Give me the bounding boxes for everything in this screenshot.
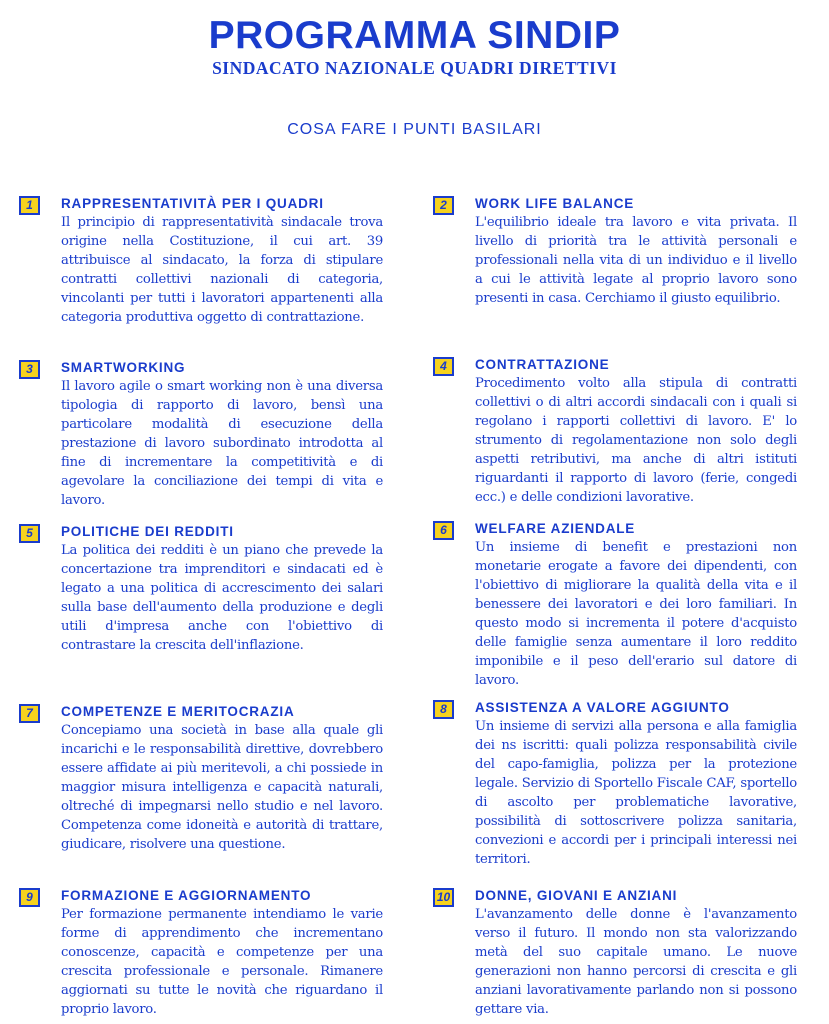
list-item (26, 703, 383, 854)
page-subtitle: SINDACATO NAZIONALE QUADRI DIRETTIVI (212, 58, 617, 78)
item-body: La politica dei redditi è un piano che prevede la concertazione tra imprenditori e sindacati ed è legato a una politica di accrescimento dei salari sulla base dell'aumento della produzione e degli utili d'impresa anche con l'obiettivo di contrastare la crescita dell'inflazione. (61, 543, 383, 653)
list-item (26, 359, 383, 510)
item-body: Per formazione permanente intendiamo le varie forme di apprendimento che incrementano conoscenze, capacità e competenze per una crescita professionale e personale. Rimanere aggiornati su tutte le novità che riguardano il proprio lavoro. (61, 907, 383, 1017)
list-item (26, 523, 383, 655)
number-badge: 8 (433, 700, 454, 719)
item-title: FORMAZIONE E AGGIORNAMENTO (61, 888, 312, 903)
list-item (436, 887, 797, 1019)
number-badge: 1 (19, 196, 40, 215)
number-badge: 7 (19, 704, 40, 723)
number-badge: 5 (19, 524, 40, 543)
item-title: RAPPRESENTATIVITÀ PER I QUADRI (61, 196, 324, 211)
item-title: WORK LIFE BALANCE (475, 196, 635, 211)
page-title: PROGRAMMA SINDIP (208, 14, 621, 57)
item-body: Il principio di rappresentatività sindacale trova origine nella Costituzione, il cui art. 39 attribuisce al sindacato, la forza di stipulare contratti collettivi nazionali di categoria, vincolanti per tutti i lavoratori appartenenti alla categoria produttiva oggetto di contrattazione. (61, 215, 383, 325)
item-title: WELFARE AZIENDALE (475, 521, 636, 536)
list-item (440, 520, 797, 690)
number-badge: 4 (433, 357, 454, 376)
list-item (26, 195, 383, 327)
list-item (440, 356, 797, 507)
item-body: Procedimento volto alla stipula di contratti collettivi o di altri accordi sindacali con i quali si regolano i rapporti collettivi di lavoro. E' lo strumento di regolamentazione non solo degli aspetti retributivi, ma anche di altri istituti riguardanti il rapporto di lavoro (ferie, congedi ecc.) e delle condizioni lavorative. (475, 376, 797, 505)
number-badge: 10 (433, 888, 454, 907)
item-body: Un insieme di servizi alla persona e alla famiglia dei ns iscritti: quali polizza responsabilità civile del capo-famiglia, polizza per la protezione legale. Servizio di Sportello Fiscale CAF, sportello di ascolto per problematiche lavorative, possibilità di sottoscrivere polizza sanitaria, convezioni e accordi per i principali interessi nei territori. (475, 719, 797, 867)
item-title: SMARTWORKING (61, 360, 186, 375)
number-badge: 2 (433, 196, 454, 215)
list-item (440, 195, 797, 308)
number-badge: 9 (19, 888, 40, 907)
item-body: L'equilibrio ideale tra lavoro e vita privata. Il livello di priorità tra le attività personali e professionali nella vita di un individuo e il livello a cui le attività legate al proprio lavoro sono presenti in casa. Cerchiamo il giusto equilibrio. (475, 215, 797, 306)
number-badge: 6 (433, 521, 454, 540)
item-body: Concepiamo una società in base alla quale gli incarichi e le responsabilità direttive, dovrebbero essere affidate ai più meritevoli, a chi possiede in maggior misura intelligenza e capacità naturali, oltreché di impegnarsi nello studio e nel lavoro. Competenza come idoneità e autorità di trattare, giudicare, risolvere una questione. (61, 723, 383, 852)
item-body: Un insieme di benefit e prestazioni non monetarie erogate a favore dei dipendenti, con l'obiettivo di migliorare la qualità della vita e il benessere dei lavoratori e dei loro familiari. In questo modo si incrementa il potere d'acquisto delle famiglie senza aumentare il loro reddito imponibile e il peso dell'erario sul datore di lavoro. (475, 540, 797, 688)
item-body: L'avanzamento delle donne è l'avanzamento verso il futuro. Il mondo non sta valorizzando metà del suo capitale umano. Le nuove generazioni non hanno percorsi di crescita e gli anziani lavorativamente parlando non si possono gettare via. (475, 907, 797, 1017)
item-title: ASSISTENZA A VALORE AGGIUNTO (475, 700, 730, 715)
number-badge: 3 (19, 360, 40, 379)
item-title: CONTRATTAZIONE (475, 357, 610, 372)
item-body: Il lavoro agile o smart working non è una diversa tipologia di rapporto di lavoro, bensì una particolare modalità di esecuzione della prestazione di lavoro subordinato introdotta al fine di incrementare la competitività e di agevolare la conciliazione dei tempi di vita e lavoro. (61, 379, 383, 508)
item-title: COMPETENZE E MERITOCRAZIA (61, 704, 295, 719)
item-title: POLITICHE DEI REDDITI (61, 524, 234, 539)
item-title: DONNE, GIOVANI E ANZIANI (475, 888, 678, 903)
list-item (26, 887, 383, 1019)
list-item (440, 699, 797, 869)
section-heading: COSA FARE I PUNTI BASILARI (287, 121, 542, 138)
